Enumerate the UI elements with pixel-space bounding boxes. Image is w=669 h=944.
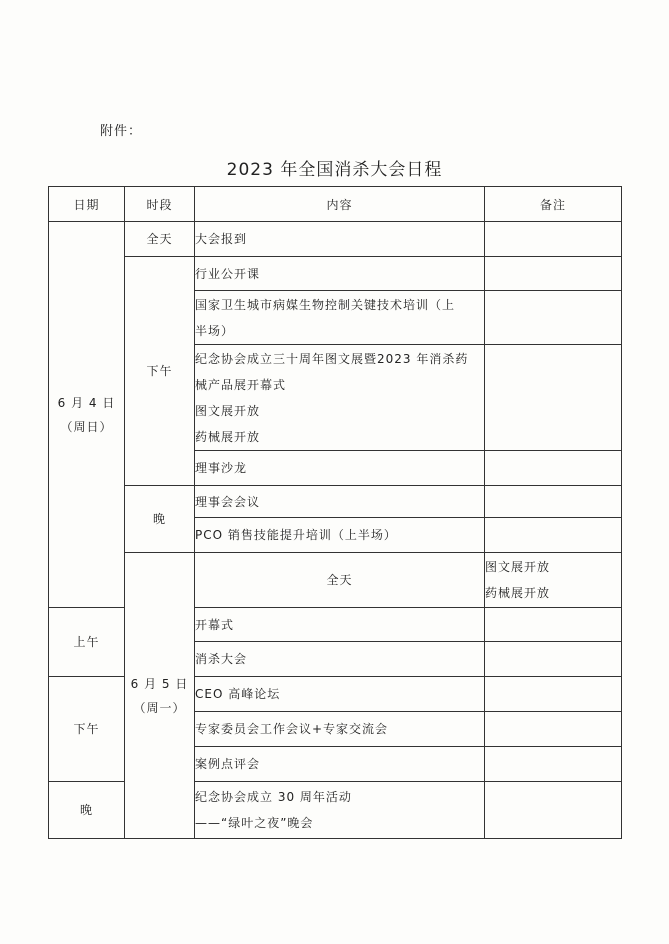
content-cell (195, 642, 485, 677)
header-content: 内容 (195, 187, 485, 222)
table-row (49, 257, 622, 291)
table-row (49, 222, 622, 257)
content-cell (195, 782, 485, 839)
content-line: 纪念协会成立三十周年图文展暨2023 年消杀药 (195, 351, 469, 366)
remarks-cell (485, 782, 622, 839)
period-cell: 全天 (125, 222, 195, 257)
content-cell (195, 345, 485, 451)
period-cell: 全天 (195, 553, 485, 608)
content-line: CEO 高峰论坛 (195, 687, 281, 701)
content-cell (195, 677, 485, 712)
content-line: 专家委员会工作会议+专家交流会 (195, 722, 389, 736)
content-cell (195, 291, 485, 345)
header-date: 日期 (49, 187, 125, 222)
period-cell: 下午 (49, 677, 125, 782)
content-cell (485, 553, 622, 608)
remarks-cell (485, 608, 622, 642)
content-cell (195, 486, 485, 518)
content-line: 图文展开放 (195, 403, 261, 418)
content-line: 药械展开放 (195, 429, 261, 444)
content-line: 国家卫生城市病媒生物控制关键技术培训（上 (195, 297, 456, 312)
content-cell (195, 712, 485, 747)
period-cell: 晚 (125, 486, 195, 553)
remarks-cell (485, 712, 622, 747)
schedule-table (48, 186, 622, 839)
period-cell: 上午 (49, 608, 125, 677)
content-cell (195, 451, 485, 486)
content-line: 大会报到 (195, 232, 248, 246)
remarks-cell (485, 677, 622, 712)
content-cell (195, 747, 485, 782)
attachment-label: 附件： (100, 124, 143, 139)
date-cell (49, 222, 125, 608)
header-remarks: 备注 (485, 187, 622, 222)
header-period: 时段 (125, 187, 195, 222)
remarks-cell (485, 518, 622, 553)
content-line: 半场） (195, 323, 235, 338)
remarks-cell (485, 222, 622, 257)
content-line: 理事会会议 (195, 494, 261, 509)
content-line: 开幕式 (195, 617, 235, 632)
content-line: 图文展开放 (485, 560, 551, 574)
date-cell (125, 553, 195, 839)
table-row (49, 553, 622, 608)
content-line: 案例点评会 (195, 757, 261, 771)
content-line: 理事沙龙 (195, 461, 248, 475)
remarks-cell (485, 486, 622, 518)
date-label: 6 月 4 日 (57, 395, 116, 410)
content-line: 行业公开课 (195, 266, 261, 281)
content-cell (195, 257, 485, 291)
remarks-cell (485, 747, 622, 782)
date-label: 6 月 5 日 (130, 676, 189, 691)
period-cell: 下午 (125, 257, 195, 486)
weekday-label: （周一） (133, 700, 186, 715)
content-line: 纪念协会成立 30 周年活动 (195, 790, 352, 804)
content-cell (195, 608, 485, 642)
remarks-cell (485, 291, 622, 345)
remarks-cell (485, 642, 622, 677)
period-cell: 晚 (49, 782, 125, 839)
content-line: 械产品展开幕式 (195, 377, 287, 392)
remarks-cell (485, 345, 622, 451)
content-line: ——“绿叶之夜”晚会 (195, 816, 314, 830)
remarks-cell (485, 451, 622, 486)
weekday-label: （周日） (60, 419, 113, 434)
content-cell (195, 222, 485, 257)
table-row (49, 486, 622, 518)
content-line: 消杀大会 (195, 652, 248, 666)
remarks-cell (485, 257, 622, 291)
content-cell (195, 518, 485, 553)
content-line: 药械展开放 (485, 586, 551, 600)
document-title: 2023 年全国消杀大会日程 (226, 160, 443, 180)
header-row (49, 187, 622, 222)
content-line: PCO 销售技能提升培训（上半场） (195, 528, 397, 542)
